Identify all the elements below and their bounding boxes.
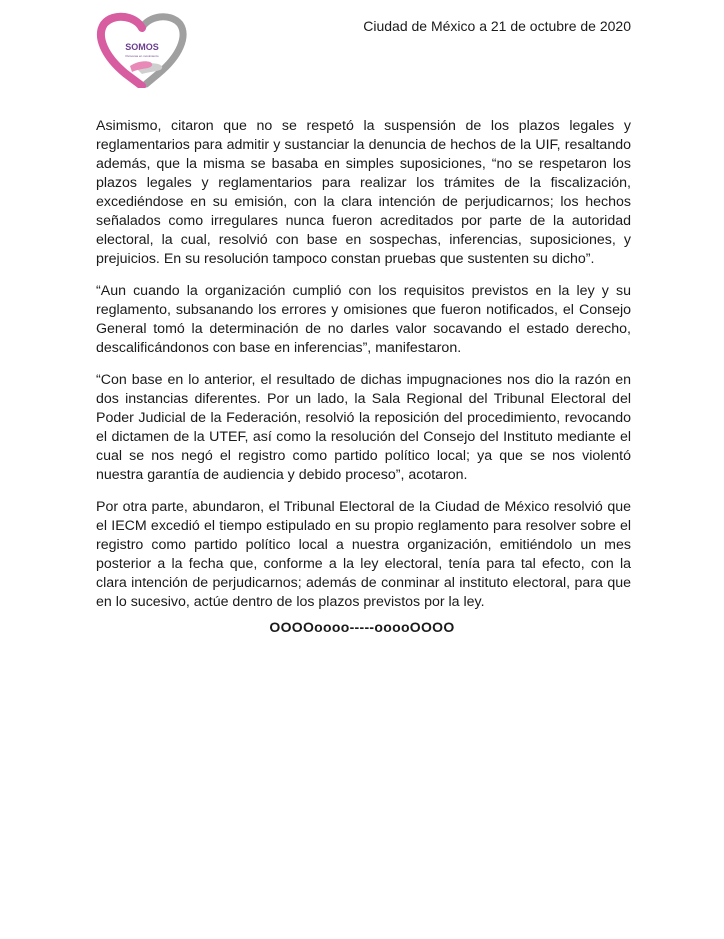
logo-subtext: Personas en movimiento bbox=[125, 54, 159, 58]
document-body bbox=[96, 117, 631, 625]
paragraph-3: “Con base en lo anterior, el resultado de dichas impugnaciones nos dio la razón en dos instancias diferentes. Por un lado, la Sala Regional del Tribunal Electoral del Poder Judicial de la Federación, resolvió la reposición del procedimiento, revocando el dictamen de la UTEF, así como la resolución del Consejo del Instituto mediante el cual se nos negó el registro como partido político local; ya que se nos violentó nuestra garantía de audiencia y debido proceso”, acotaron. bbox=[96, 372, 631, 483]
closing-separator: OOOOoooo-----ooooOOOO bbox=[269, 619, 455, 635]
logo-text: SOMOS bbox=[125, 42, 159, 52]
paragraph-1: Asimismo, citaron que no se respetó la suspensión de los plazos legales y reglamentarios para admitir y sustanciar la denuncia de hechos de la UIF, resaltando además, que la misma se basaba en simples suposiciones, “no se respetaron los plazos legales y reglamentarios para realizar los trámites de la fiscalización, excediéndose en su emisión, con la clara intención de perjudicarnos; los hechos señalados como irregulares nunca fueron acreditados por parte de la autoridad electoral, la cual, resolvió con base en sospechas, inferencias, suposiciones, y prejuicios. En su resolución tampoco constan pruebas que sustenten su dicho”. bbox=[96, 118, 631, 267]
paragraph-2: “Aun cuando la organización cumplió con los requisitos previstos en la ley y su reglamento, subsanando los errores y omisiones que fueron notificados, el Consejo General tomó la determinación de no darles valor socavando el estado derecho, descalificándonos con base en inferencias”, manifestaron. bbox=[96, 283, 631, 356]
somos-logo bbox=[96, 12, 188, 88]
document-date: Ciudad de México a 21 de octubre de 2020 bbox=[363, 18, 631, 34]
paragraph-4: Por otra parte, abundaron, el Tribunal Electoral de la Ciudad de México resolvió que el IECM excedió el tiempo estipulado en su propio reglamento para resolver sobre el registro como partido político local a nuestra organización, emitiéndolo un mes posterior a la fecha que, conforme a la ley electoral, tenía para tal efecto, con la clara intención de perjudicarnos; además de conminar al instituto electoral, para que en lo sucesivo, actúe dentro de los plazos previstos por la ley. bbox=[96, 499, 631, 610]
